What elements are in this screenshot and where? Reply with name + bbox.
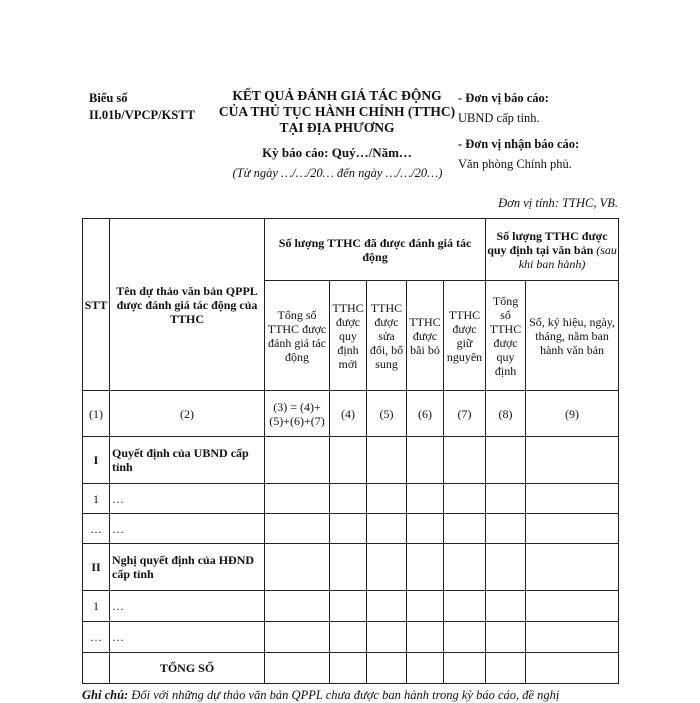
footnote <box>82 688 559 703</box>
sub-abolished-header: TTHC được bãi bỏ <box>407 281 444 391</box>
index-cell: (4) <box>330 391 367 437</box>
index-cell: (8) <box>486 391 526 437</box>
table-row <box>83 591 619 622</box>
index-cell: (1) <box>83 391 110 437</box>
receiving-unit-label: - Đơn vị nhận báo cáo: <box>458 137 580 151</box>
index-cell: (7) <box>444 391 486 437</box>
index-cell: (9) <box>526 391 619 437</box>
sub-kept-header: TTHC được giữ nguyên <box>444 281 486 391</box>
form-code <box>89 90 195 124</box>
form-code-line1: Biểu số <box>89 91 128 105</box>
row-stt: 1 <box>83 484 110 514</box>
table-row <box>83 514 619 544</box>
group-regulated-italic: (sau khi ban hành) <box>518 242 617 271</box>
row-name: … <box>110 514 265 544</box>
receiving-unit-value: Văn phòng Chính phủ. <box>458 157 572 171</box>
table-row <box>83 437 619 484</box>
index-cell: (6) <box>407 391 444 437</box>
table-row <box>83 622 619 653</box>
unit-of-measure: Đơn vị tính: TTHC, VB. <box>498 196 618 210</box>
total-row <box>83 653 619 684</box>
row-name: … <box>110 484 265 514</box>
group-regulated-main: Số lượng TTHC được quy định tại văn bản <box>487 228 608 257</box>
index-cell: (2) <box>110 391 265 437</box>
sub-count-header: Tổng số TTHC được quy định <box>486 281 526 391</box>
row-name: … <box>110 622 265 653</box>
col-name-header: Tên dự thảo văn bản QPPL được đánh giá tác động của TTHC <box>110 219 265 391</box>
reporting-unit-value: UBND cấp tỉnh. <box>458 111 540 125</box>
sub-total-header: Tổng số TTHC được đánh giá tác động <box>265 281 330 391</box>
sub-doc-header: Số, ký hiệu, ngày, tháng, năm ban hành văn bản <box>526 281 619 391</box>
report-period: Kỳ báo cáo: Quý…/Năm… <box>262 145 412 160</box>
title-line2: CỦA THỦ TỤC HÀNH CHÍNH (TTHC) <box>218 104 456 119</box>
index-cell: (3) = (4)+(5)+(6)+(7) <box>265 391 330 437</box>
note-text: Đối với những dự thảo văn bản QPPL chưa được ban hành trong kỳ báo cáo, đề nghị <box>131 688 560 702</box>
index-cell: (5) <box>367 391 407 437</box>
row-stt: … <box>83 514 110 544</box>
report-date-range: (Từ ngày …/…/20… đến ngày …/…/20…) <box>232 166 443 180</box>
row-stt: … <box>83 622 110 653</box>
report-table <box>82 218 619 684</box>
sub-amended-header: TTHC được sửa đổi, bổ sung <box>367 281 407 391</box>
sub-new-header: TTHC được quy định mới <box>330 281 367 391</box>
col-stt-header: STT <box>83 219 110 391</box>
form-code-line2: II.01b/VPCP/KSTT <box>89 108 195 122</box>
index-row <box>83 391 619 437</box>
row-stt: I <box>83 437 110 484</box>
group-assessed-header: Số lượng TTHC đã được đánh giá tác động <box>265 219 486 281</box>
row-name: Quyết định của UBND cấp tỉnh <box>110 437 265 484</box>
reporting-unit-label: - Đơn vị báo cáo: <box>458 91 549 105</box>
row-stt: 1 <box>83 591 110 622</box>
row-stt: II <box>83 544 110 591</box>
title-line3: TẠI ĐỊA PHƯƠNG <box>279 120 395 135</box>
row-name: … <box>110 591 265 622</box>
title-line1: KẾT QUẢ ĐÁNH GIÁ TÁC ĐỘNG <box>232 88 442 103</box>
report-title <box>212 88 462 136</box>
group-regulated-header <box>486 219 619 281</box>
table-row <box>83 544 619 591</box>
note-label: Ghi chú: <box>82 688 129 702</box>
row-name: Nghị quyết định của HĐND cấp tỉnh <box>110 544 265 591</box>
unit-info <box>458 90 579 176</box>
table-row <box>83 484 619 514</box>
total-label: TỔNG SỐ <box>110 653 265 684</box>
